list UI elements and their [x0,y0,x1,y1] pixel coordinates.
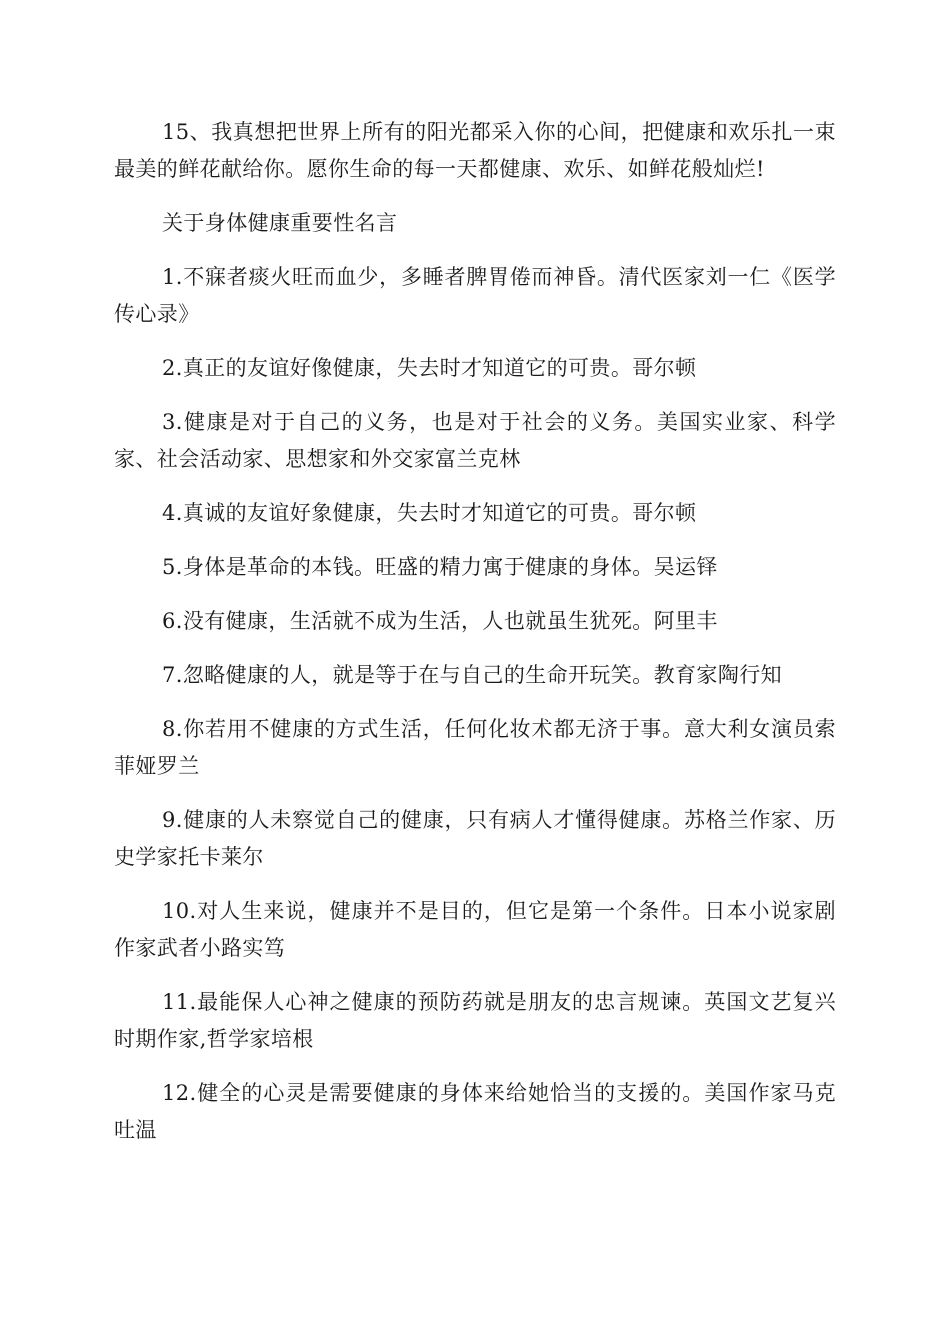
quote-6: 6.没有健康，生活就不成为生活，人也就虽生犹死。阿里丰 [162,609,718,633]
quote-4: 4.真诚的友谊好象健康，失去时才知道它的可贵。哥尔顿 [162,501,697,525]
quote-7: 7.忽略健康的人，就是等于在与自己的生命开玩笑。教育家陶行知 [162,663,783,687]
quote-1: 1.不寐者痰火旺而血少，多睡者脾胃倦而神昏。清代医家刘一仁《医学传心录》 [114,265,836,326]
quote-3: 3.健康是对于自己的义务，也是对于社会的义务。美国实业家、科学家、社会活动家、思想家和外交家富兰克林 [114,410,836,471]
quote-8: 8.你若用不健康的方式生活，任何化妆术都无济于事。意大利女演员索菲娅罗兰 [114,717,836,778]
quote-11: 11.最能保人心神之健康的预防药就是朋友的忠言规谏。英国文艺复兴时期作家,哲学家培根 [114,990,836,1051]
quote-5: 5.身体是革命的本钱。旺盛的精力寓于健康的身体。吴运铎 [162,555,718,579]
quote-9: 9.健康的人未察觉自己的健康，只有病人才懂得健康。苏格兰作家、历史学家托卡莱尔 [114,808,836,869]
document-body [114,114,836,1166]
quote-2: 2.真正的友谊好像健康，失去时才知道它的可贵。哥尔顿 [162,356,697,380]
quote-12: 12.健全的心灵是需要健康的身体来给她恰当的支援的。美国作家马克吐温 [114,1081,836,1142]
section-heading: 关于身体健康重要性名言 [162,211,398,235]
paragraph-wish-15: 15、我真想把世界上所有的阳光都采入你的心间，把健康和欢乐扎一束最美的鲜花献给你。愿你生命的每一天都健康、欢乐、如鲜花般灿烂! [114,120,836,181]
quote-10: 10.对人生来说，健康并不是目的，但它是第一个条件。日本小说家剧作家武者小路实笃 [114,899,836,960]
